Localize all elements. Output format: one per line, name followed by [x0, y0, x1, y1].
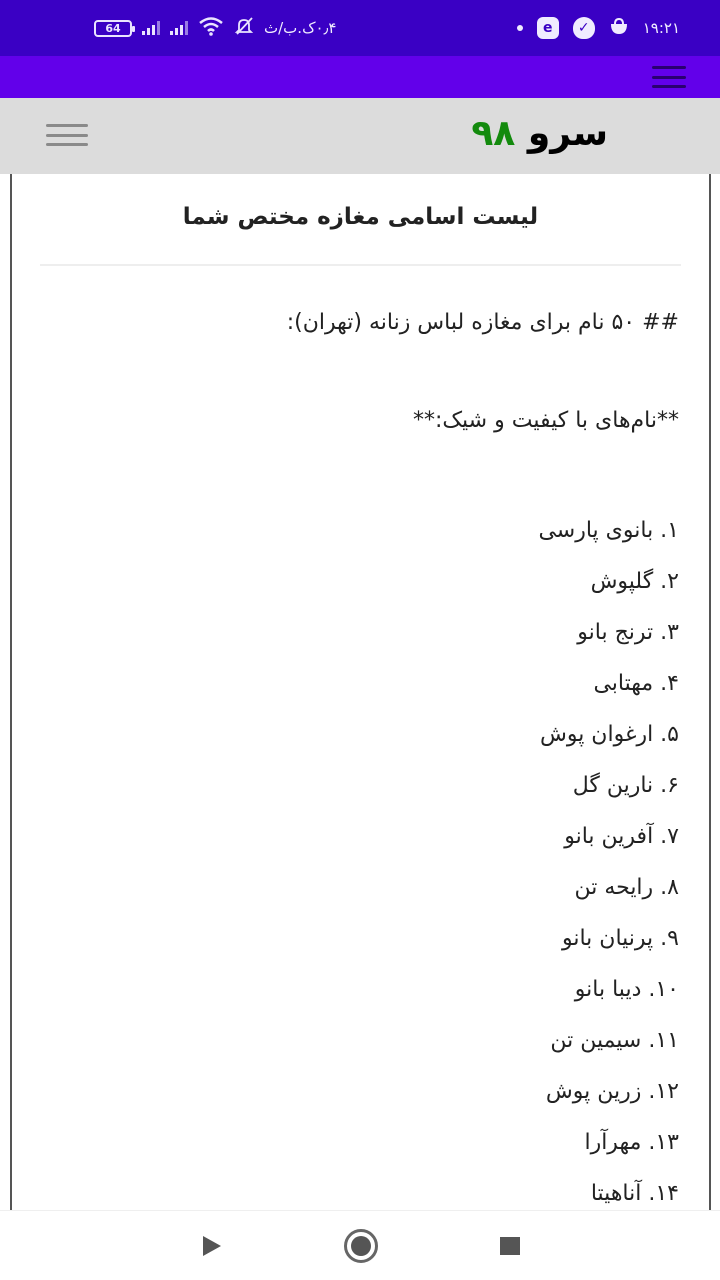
home-icon[interactable] [344, 1229, 378, 1263]
list-item: ۱۲. زرین پوش [545, 1079, 679, 1104]
list-item: ۸. رایحه تن [574, 875, 679, 900]
list-item: ۴. مهتابی [593, 671, 679, 696]
clock: ۱۹:۲۱ [642, 19, 680, 37]
list-item: ۶. نارین گل [572, 773, 679, 798]
list-item: ۱۴. آناهیتا [590, 1181, 679, 1206]
shop-name-list [42, 514, 679, 1210]
app-e-icon: e [537, 17, 559, 39]
list-item: ۵. ارغوان پوش [539, 722, 679, 747]
bag-icon [609, 16, 629, 40]
app-check-icon: ✓ [573, 17, 595, 39]
list-item: ۱. بانوی پارسی [538, 518, 679, 543]
hamburger-menu-icon [46, 124, 88, 146]
app-menu-button[interactable] [652, 66, 686, 88]
page-title: لیست اسامی مغازه مختص شما [182, 204, 539, 230]
list-item: ۳. ترنج بانو [577, 620, 679, 645]
article-body [12, 306, 709, 1210]
dot-icon [517, 25, 523, 31]
navigation-bar [0, 1210, 720, 1280]
divider [40, 264, 681, 266]
logo-number: ۹۸ [471, 113, 516, 154]
list-heading: ## ۵۰ نام برای مغازه لباس زنانه (تهران): [286, 310, 679, 335]
site-header [0, 98, 720, 174]
app-bar [0, 56, 720, 98]
content-panel [10, 174, 711, 1210]
list-item: ۱۱. سیمین تن [550, 1028, 679, 1053]
back-icon[interactable] [203, 1236, 221, 1256]
list-item: ۷. آفرین بانو [564, 824, 679, 849]
status-bar [0, 0, 720, 56]
bell-off-icon [234, 16, 254, 40]
battery-icon [94, 20, 132, 37]
list-item: ۲. گلپوش [590, 569, 679, 594]
battery-level: 64 [105, 21, 121, 35]
list-item: ۱۰. دیبا بانو [574, 977, 679, 1002]
logo-word: سرو [527, 113, 608, 154]
status-right [517, 16, 680, 40]
signal-icon [142, 21, 160, 35]
list-item: ۱۳. مهرآرا [584, 1130, 679, 1155]
list-item: ۹. پرنیان بانو [561, 926, 679, 951]
status-left [94, 16, 336, 40]
recents-icon[interactable] [500, 1237, 520, 1255]
wifi-icon [198, 16, 224, 40]
site-menu-button[interactable] [46, 124, 88, 146]
hamburger-menu-icon [652, 66, 686, 88]
signal-icon [170, 21, 188, 35]
list-subheading: **نام‌های با کیفیت و شیک:** [412, 408, 679, 433]
site-logo[interactable] [471, 112, 608, 156]
network-speed: ۰٫۴ک.ب/ث [264, 19, 337, 37]
